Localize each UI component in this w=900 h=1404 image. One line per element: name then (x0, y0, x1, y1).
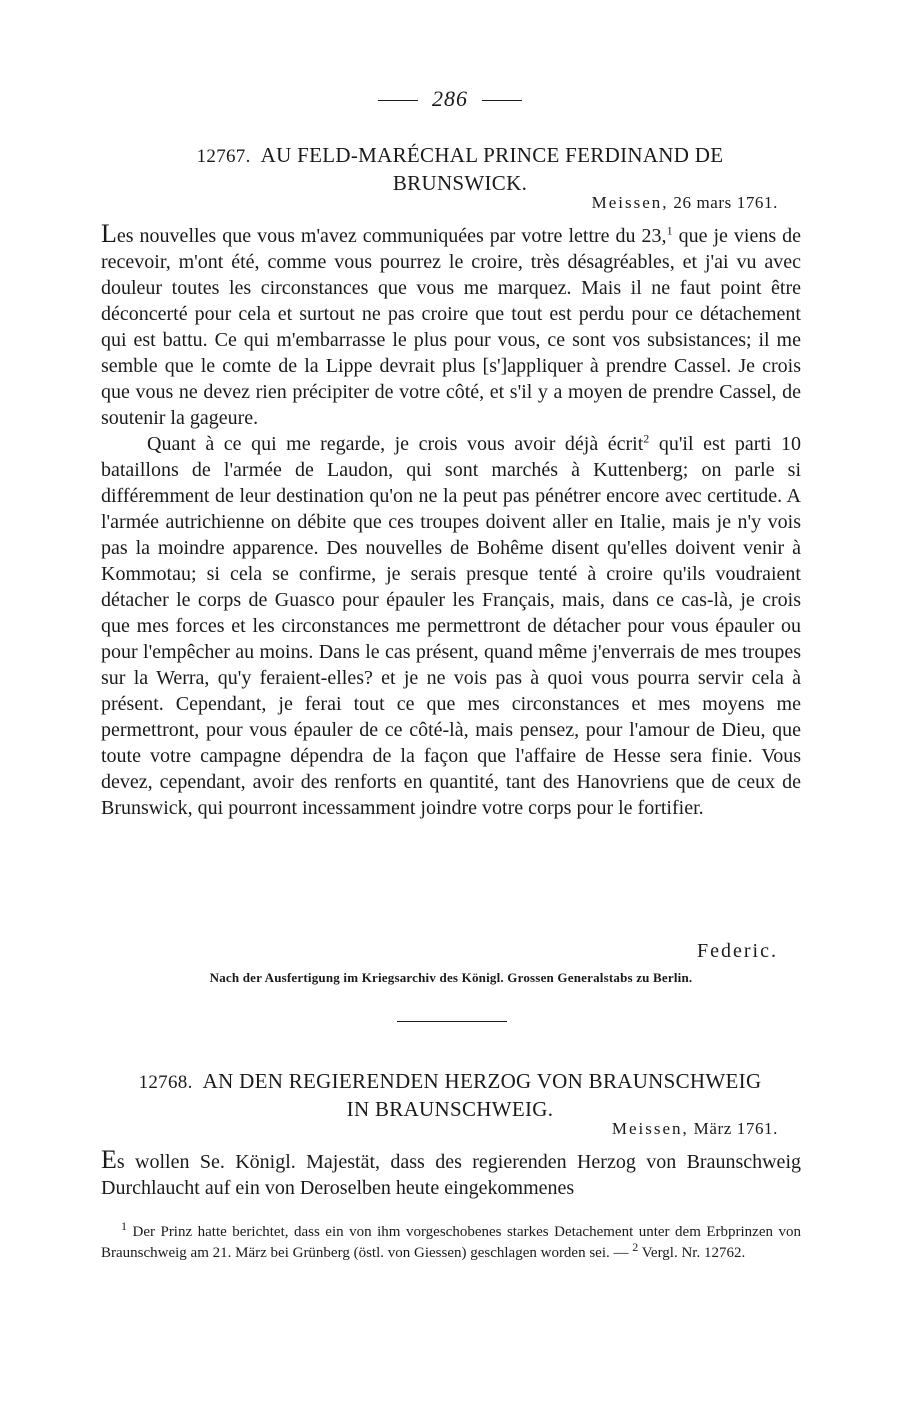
letter2-body (101, 1147, 801, 1201)
letter1-body (101, 221, 801, 821)
letter1-title-line2: BRUNSWICK. (392, 171, 528, 195)
letter2-heading (100, 1068, 800, 1122)
footnote-ref-2: 2 (643, 431, 650, 446)
page-number-dash-left (378, 100, 418, 101)
page-number-text: 286 (432, 86, 468, 111)
letter2-dateline (612, 1119, 778, 1139)
letter2-place: Meissen, (611, 1119, 689, 1138)
letter1-para1-part-a: Les nouvelles que vous m'avez communiquées par votre lettre du 23, (101, 219, 667, 248)
letter2-paragraph-1: Es wollen Se. Königl. Majestät, dass des regierenden Herzog von Braunschweig Durchlaucht auf ein von Deroselben heute eingekommenes (101, 1145, 801, 1199)
letter1-signature: Federic. (697, 940, 778, 962)
letter1-dateline (592, 193, 778, 213)
letter1-number: 12767. (196, 146, 251, 167)
footnote-mark-2: 2 (632, 1240, 639, 1254)
section-divider (397, 1021, 507, 1022)
letter2-number: 12768. (138, 1072, 193, 1093)
letter1-para2-part-a: Quant à ce qui me regarde, je crois vous avoir déjà écrit (147, 433, 644, 455)
letter2-title-line2: IN BRAUNSCHWEIG. (346, 1097, 554, 1121)
letter2-date: März 1761. (693, 1119, 778, 1138)
letter2-title-line1: AN DEN REGIERENDEN HERZOG VON BRAUNSCHWEIG (202, 1069, 762, 1093)
page-number (0, 86, 900, 112)
footnote-mark-1: 1 (121, 1219, 127, 1233)
footnote-text-2: Vergl. Nr. 12762. (638, 1245, 746, 1261)
letter1-place: Meissen, (591, 193, 669, 212)
letter1-para1-part-b: que je viens de recevoir, m'ont été, comme vous pourrez le croire, très désagréables, et j'ai vu avec douleur toutes les circonstances que vous me marquez. Mais il ne faut point être déconcerté pour cela et surtout ne pas croire que tout est perdu pour ce détachement qui est battu. Ce qui m'embarrasse le plus pour vous, ce sont vos subsistances; il me semble que le comte de la Lippe devrait plus [s']appliquer à prendre Cassel. Je crois que vous ne devez rien précipiter de votre côté, et s'il y a moyen de prendre Cassel, de soutenir la gageure. (101, 225, 802, 429)
footnote-text-1: Der Prinz hatte berichtet, dass ein von ihm vorgeschobenes starkes Detachement unter dem Erbprinzen von Braunschweig am 21. März bei Grünberg (östl. von Giessen) geschlagen worden sei. — (101, 1224, 801, 1261)
letter2-heading-line1 (100, 1068, 800, 1096)
footnote-ref-1: 1 (666, 223, 673, 238)
letter1-paragraph-2 (101, 431, 801, 821)
footnotes (101, 1219, 801, 1264)
letter1-heading (140, 142, 780, 196)
letter1-para2-part-b: qu'il est parti 10 bataillons de l'armée de Laudon, qui sont marchés à Kuttenberg; on parle si différemment de leur destination qu'on ne la peut pas pénétrer encore avec certitude. A l'armée autrichienne on débite que ces troupes doivent aller en Italie, mais je n'y vois pas la moindre apparence. Des nouvelles de Bohême disent qu'elles doivent venir à Kommotau; si cela se confirme, je serais presque tenté à croire qu'ils voudraient détacher le corps de Guasco pour épauler les Français, mais, dans ce cas-là, je crois que mes forces et les circonstances me permettront de détacher pour vous épauler ou pour l'empêcher au moins. Dans le cas présent, quand même j'enverrais de mes troupes sur la Werra, qu'y feraient-elles? et je ne vois pas à quoi vous pourra servir cela à présent. Cependant, je ferai tout ce que mes circonstances et mes moyens me permettront, pour vous épauler de ce côté-là, mais pensez, pour l'amour de Dieu, que toute votre campagne dépendra de la façon que l'affaire de Hesse sera finie. Vous devez, cependant, avoir des renforts en quantité, tant des Hanovriens que de ceux de Brunswick, qui pourront incessamment joindre votre corps pour le fortifier. (101, 433, 801, 819)
letter1-paragraph-1 (101, 221, 801, 431)
letter1-heading-line1 (140, 142, 780, 170)
letter1-source-note: Nach der Ausfertigung im Kriegsarchiv des Königl. Grossen Generalstabs zu Berlin. (209, 970, 693, 985)
letter1-date: 26 mars 1761. (673, 193, 778, 212)
page-number-dash-right (482, 100, 522, 101)
letter1-title-line1: AU FELD-MARÉCHAL PRINCE FERDINAND DE (260, 143, 724, 167)
